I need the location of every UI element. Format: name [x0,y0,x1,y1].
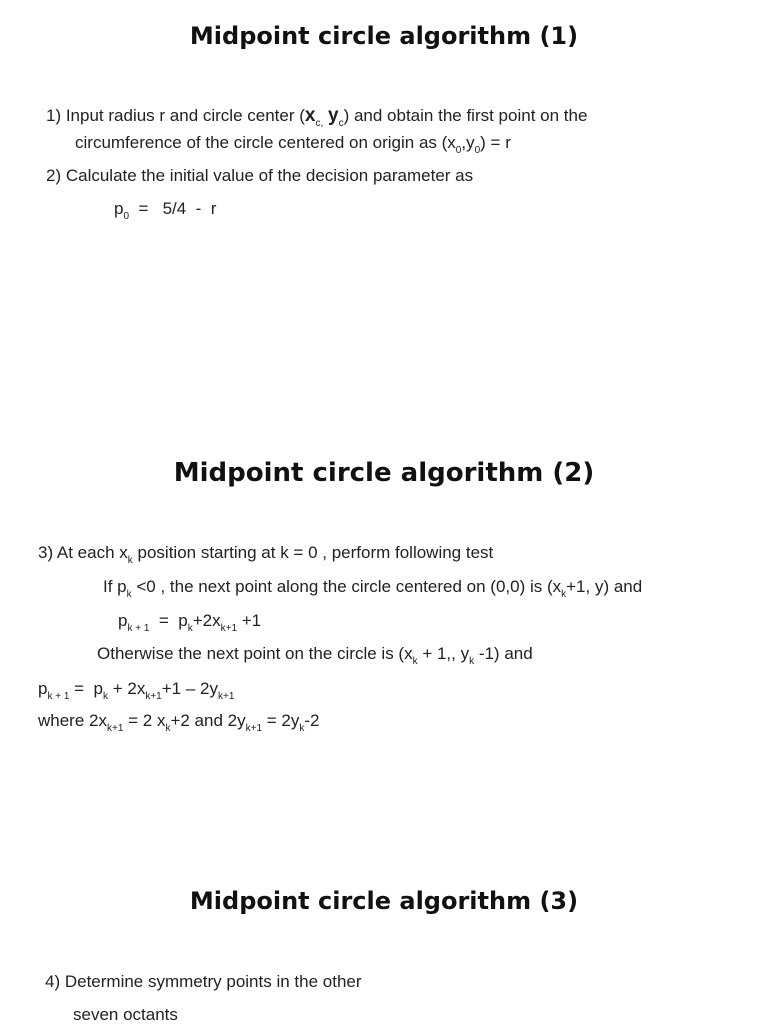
step3-text: 3) At each $x_k$ position starting at k = 0 , perform following test [38,543,494,566]
if-condition-line: If $p_k <0$ , the next point along the circle centered on (0,0) is ($x_k+1$, y) and [103,577,643,600]
where-line: where $2x_{k+1} = 2$ $x_k+2$ and $2y_{k+1} = 2y_k-2$ [38,711,320,734]
step1-line1: 1) Input radius r and circle center ($x_{c,}$ $y_c$) and obtain the first point on the [46,105,588,129]
slide3-title: Midpoint circle algorithm (3) [189,887,579,915]
equation-pk1-case1: $p_{k + 1} = p_k+2x_{k+1} +1$ [118,611,262,634]
otherwise-line: Otherwise the next point on the circle is ($x_k + 1$,, $y_k$ -1) and [97,644,533,667]
step2-text: 2) Calculate the initial value of the decision parameter as [46,166,474,185]
slide2-title: Midpoint circle algorithm (2) [173,458,595,488]
slide1-title: Midpoint circle algorithm (1) [189,22,579,50]
equation-pk1-case2: $p_{k + 1} = p_k + 2x_{k+1}+1 - 2y_{k+1}$ [38,679,235,702]
p0-equation: $p_0 = 5/4 - r$ [114,199,217,222]
step4-line1: 4) Determine symmetry points in the other [45,972,362,991]
step1-line2: circumference of the circle centered on origin as $(x_0,y_0) = r$ [75,133,511,156]
step4-line2: seven octants [73,1005,178,1024]
